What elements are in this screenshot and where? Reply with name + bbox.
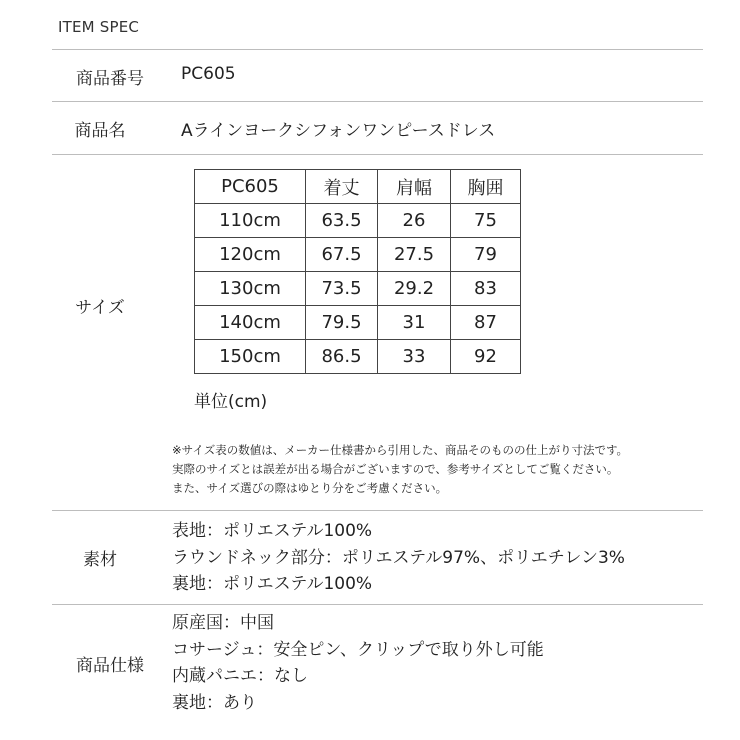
size-label: サイズ <box>75 298 125 318</box>
size-table-cell: 140cm <box>195 306 306 340</box>
size-notes <box>172 441 628 498</box>
size-table-header-cell: 胸囲 <box>451 170 521 204</box>
size-table-cell: 150cm <box>195 340 306 374</box>
size-table <box>194 169 521 374</box>
size-table-cell: 110cm <box>195 204 306 238</box>
specs-lines <box>172 610 544 716</box>
size-table-cell: 75 <box>451 204 521 238</box>
size-table-cell: 73.5 <box>306 272 378 306</box>
size-table-cell: 120cm <box>195 238 306 272</box>
size-table-cell: 92 <box>451 340 521 374</box>
divider <box>52 154 703 155</box>
size-table-cell: 79 <box>451 238 521 272</box>
product-number-value: PC605 <box>181 64 236 84</box>
size-table-cell: 29.2 <box>378 272 451 306</box>
size-note-line: また、サイズ選びの際はゆとり分をご考慮ください。 <box>172 481 448 495</box>
size-table-cell: 87 <box>451 306 521 340</box>
size-table-header-cell: 肩幅 <box>378 170 451 204</box>
size-table-row <box>195 204 521 238</box>
size-table-cell: 67.5 <box>306 238 378 272</box>
size-table-row <box>195 340 521 374</box>
size-table-cell: 27.5 <box>378 238 451 272</box>
size-table-row <box>195 272 521 306</box>
size-unit-label: 単位(cm) <box>194 392 268 412</box>
size-table-cell: 86.5 <box>306 340 378 374</box>
material-label: 素材 <box>83 550 117 570</box>
size-table-cell: 79.5 <box>306 306 378 340</box>
size-table-cell: 130cm <box>195 272 306 306</box>
size-table-cell: 83 <box>451 272 521 306</box>
divider <box>52 510 703 511</box>
specs-line: 内蔵パニエ：なし <box>172 666 308 686</box>
size-table-cell: 63.5 <box>306 204 378 238</box>
size-table-header-row <box>195 170 521 204</box>
size-table-cell: 33 <box>378 340 451 374</box>
specs-label: 商品仕様 <box>76 656 144 676</box>
material-line: 表地：ポリエステル100% <box>172 521 373 541</box>
product-name-value: Aラインヨークシフォンワンピースドレス <box>181 121 496 141</box>
specs-line: コサージュ：安全ピン、クリップで取り外し可能 <box>172 639 544 660</box>
divider <box>52 604 703 605</box>
divider <box>52 49 703 50</box>
size-table-header-cell: 着丈 <box>306 170 378 204</box>
size-table-row <box>195 306 521 340</box>
product-number-label: 商品番号 <box>76 69 144 89</box>
size-table-row <box>195 238 521 272</box>
material-line: ラウンドネック部分：ポリエステル97%、ポリエチレン3% <box>172 547 625 568</box>
item-spec-heading: ITEM SPEC <box>58 18 140 36</box>
size-table-header-cell: PC605 <box>195 170 306 204</box>
size-note-line: 実際のサイズとは誤差が出る場合がございますので、参考サイズとしてご覧ください。 <box>172 462 619 476</box>
size-table-cell: 31 <box>378 306 451 340</box>
material-lines <box>172 518 625 598</box>
size-table-cell: 26 <box>378 204 451 238</box>
divider <box>52 101 703 102</box>
specs-line: 裏地：あり <box>172 692 257 713</box>
material-line: 裏地：ポリエステル100% <box>172 574 373 594</box>
product-name-label: 商品名 <box>74 121 126 141</box>
specs-line: 原産国：中国 <box>172 613 274 633</box>
size-note-line: ※サイズ表の数値は、メーカー仕様書から引用した、商品そのものの仕上がり寸法です。 <box>172 443 629 457</box>
